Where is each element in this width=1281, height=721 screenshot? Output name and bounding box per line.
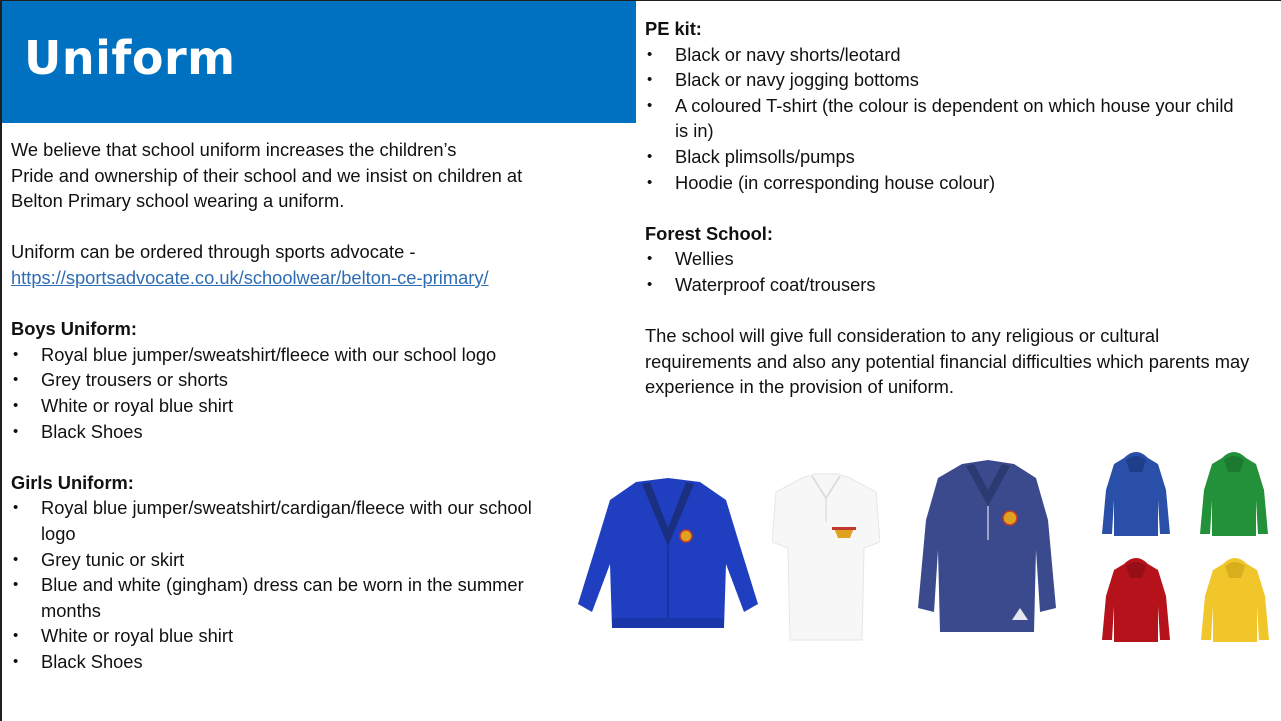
list-item: • Grey tunic or skirt — [11, 547, 566, 573]
list-item: • Black plimsolls/pumps — [645, 144, 1245, 170]
pe-kit-list — [645, 42, 1245, 196]
girls-uniform-heading: Girls Uniform: — [11, 471, 134, 493]
list-item: • Black Shoes — [11, 419, 591, 445]
bullet-icon: • — [13, 550, 19, 568]
list-item: • White or royal blue shirt — [11, 393, 591, 419]
green-hoodie-image — [1200, 450, 1268, 538]
bullet-icon: • — [647, 96, 653, 114]
yellow-hoodie-image — [1201, 556, 1269, 644]
right-column — [645, 16, 1275, 400]
list-item: • Black or navy shorts/leotard — [645, 42, 1245, 68]
bullet-icon: • — [647, 147, 653, 165]
bullet-icon: • — [647, 275, 653, 293]
intro-line: Pride and ownership of their school and we insist on children at — [11, 164, 523, 186]
forest-school-list — [645, 246, 1275, 297]
list-item: • Blue and white (gingham) dress can be worn in the summer months — [13, 574, 524, 621]
bullet-icon: • — [13, 371, 19, 389]
list-item: • Black or navy jogging bottoms — [645, 67, 1245, 93]
intro-line: We believe that school uniform increases the children’s — [11, 139, 457, 160]
uniform-gallery — [560, 440, 1281, 690]
girls-uniform-list — [11, 495, 566, 674]
list-item: • Waterproof coat/trousers — [645, 272, 1275, 298]
list-item: • Wellies — [645, 246, 1275, 272]
title-banner — [2, 1, 636, 123]
navy-fleece-image — [916, 460, 1058, 636]
bullet-icon: • — [647, 71, 653, 89]
list-item: • White or royal blue shirt — [11, 623, 566, 649]
bullet-icon: • — [13, 627, 19, 645]
list-item: • Grey trousers or shorts — [11, 367, 591, 393]
left-column — [11, 137, 591, 674]
forest-school-heading: Forest School: — [645, 222, 773, 244]
bullet-icon: • — [13, 345, 19, 363]
bullet-icon: • — [13, 499, 19, 517]
closing-statement: The school will give full consideration to any religious or cultural requirements and also any potential financial difficulties which parents may experience in the provision of uniform. — [645, 325, 1250, 398]
bullet-icon: • — [13, 652, 19, 670]
red-hoodie-image — [1102, 556, 1170, 644]
pe-kit-heading: PE kit: — [645, 18, 702, 39]
bullet-icon: • — [647, 45, 653, 63]
boys-uniform-heading: Boys Uniform: — [11, 318, 137, 340]
list-item: • A coloured T-shirt (the colour is dependent on which house your child is in) — [647, 94, 1234, 142]
page-title: Uniform — [24, 31, 236, 85]
bullet-icon: • — [13, 576, 19, 594]
bullet-icon: • — [13, 396, 19, 414]
intro-line: Belton Primary school wearing a uniform. — [11, 190, 345, 212]
bullet-icon: • — [647, 173, 653, 191]
royal-blue-cardigan-image — [576, 476, 760, 634]
boys-uniform-list — [11, 342, 591, 444]
list-item: • Royal blue jumper/sweatshirt/cardigan/fleece with our school logo — [13, 497, 532, 544]
white-polo-shirt-image — [772, 472, 880, 644]
bullet-icon: • — [13, 422, 19, 440]
list-item: • Black Shoes — [11, 649, 566, 675]
order-text: Uniform can be ordered through sports advocate - — [11, 241, 416, 263]
list-item: • Hoodie (in corresponding house colour) — [645, 170, 1245, 196]
bullet-icon: • — [647, 250, 653, 268]
sports-advocate-link[interactable]: https://sportsadvocate.co.uk/schoolwear/belton-ce-primary/ — [11, 266, 489, 288]
blue-hoodie-image — [1102, 450, 1170, 538]
list-item: • Royal blue jumper/sweatshirt/fleece with our school logo — [11, 342, 591, 368]
